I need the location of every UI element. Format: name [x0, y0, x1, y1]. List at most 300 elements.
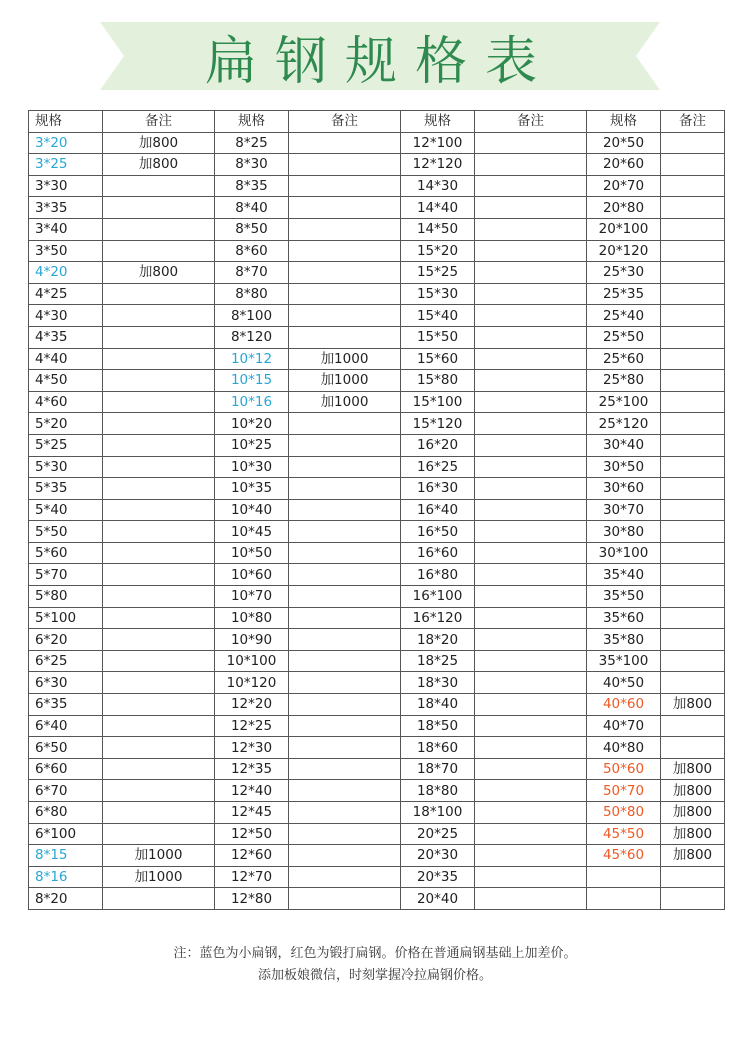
spec-cell: 10*20: [215, 413, 289, 435]
note-cell: [661, 283, 725, 305]
table-row: [29, 326, 725, 348]
note-cell: [103, 218, 215, 240]
spec-cell: 6*25: [29, 650, 103, 672]
spec-cell: 40*70: [587, 715, 661, 737]
spec-cell: 45*50: [587, 823, 661, 845]
note-cell: 加800: [661, 694, 725, 716]
spec-cell: 25*100: [587, 391, 661, 413]
spec-cell: 10*100: [215, 650, 289, 672]
note-cell: [475, 802, 587, 824]
spec-cell: 20*100: [587, 218, 661, 240]
header-cell: 备注: [103, 111, 215, 133]
spec-cell: 12*30: [215, 737, 289, 759]
spec-cell: 12*100: [401, 132, 475, 154]
note-cell: [289, 218, 401, 240]
note-cell: 加800: [103, 132, 215, 154]
note-cell: [661, 456, 725, 478]
note-cell: [103, 780, 215, 802]
spec-cell: 6*80: [29, 802, 103, 824]
spec-cell: 6*40: [29, 715, 103, 737]
note-cell: [289, 629, 401, 651]
note-cell: [289, 456, 401, 478]
note-cell: [475, 499, 587, 521]
note-cell: [289, 845, 401, 867]
spec-cell: 8*80: [215, 283, 289, 305]
footnote-line-2: 添加板娘微信，时刻掌握冷拉扁钢价格。: [257, 968, 492, 983]
table-row: [29, 715, 725, 737]
note-cell: [475, 694, 587, 716]
note-cell: [475, 478, 587, 500]
note-cell: [103, 370, 215, 392]
note-cell: [661, 499, 725, 521]
header-cell: 规格: [215, 111, 289, 133]
note-cell: [103, 586, 215, 608]
table-row: [29, 866, 725, 888]
note-cell: [661, 564, 725, 586]
note-cell: [289, 434, 401, 456]
note-cell: [475, 629, 587, 651]
note-cell: [103, 629, 215, 651]
note-cell: [661, 888, 725, 910]
note-cell: [661, 240, 725, 262]
note-cell: [661, 132, 725, 154]
spec-cell: 10*35: [215, 478, 289, 500]
spec-cell: 12*50: [215, 823, 289, 845]
note-cell: [475, 521, 587, 543]
spec-cell: 15*25: [401, 262, 475, 284]
table-row: [29, 564, 725, 586]
spec-cell: 4*20: [29, 262, 103, 284]
table-row: [29, 240, 725, 262]
table-row: [29, 478, 725, 500]
note-cell: [103, 564, 215, 586]
spec-cell: 12*70: [215, 866, 289, 888]
note-cell: [661, 413, 725, 435]
note-cell: [661, 715, 725, 737]
spec-cell: 50*70: [587, 780, 661, 802]
note-cell: [661, 154, 725, 176]
note-cell: [475, 132, 587, 154]
table-row: [29, 650, 725, 672]
note-cell: [475, 197, 587, 219]
table-row: [29, 607, 725, 629]
spec-cell: 15*30: [401, 283, 475, 305]
note-cell: [103, 413, 215, 435]
note-cell: [475, 262, 587, 284]
spec-table: [28, 110, 725, 910]
spec-cell: 16*30: [401, 478, 475, 500]
note-cell: [103, 823, 215, 845]
note-cell: [475, 586, 587, 608]
note-cell: [103, 758, 215, 780]
note-cell: [103, 348, 215, 370]
spec-cell: 6*35: [29, 694, 103, 716]
note-cell: [289, 283, 401, 305]
note-cell: [103, 283, 215, 305]
note-cell: [103, 499, 215, 521]
spec-cell: 3*35: [29, 197, 103, 219]
note-cell: 加1000: [103, 845, 215, 867]
spec-cell: 5*70: [29, 564, 103, 586]
table-row: [29, 672, 725, 694]
spec-cell: 50*60: [587, 758, 661, 780]
spec-cell: 35*80: [587, 629, 661, 651]
table-row: [29, 737, 725, 759]
note-cell: [103, 888, 215, 910]
spec-cell: 15*40: [401, 305, 475, 327]
spec-cell: 50*80: [587, 802, 661, 824]
spec-cell: 20*80: [587, 197, 661, 219]
note-cell: 加800: [661, 758, 725, 780]
note-cell: [475, 866, 587, 888]
note-cell: [661, 672, 725, 694]
note-cell: [289, 780, 401, 802]
spec-cell: 8*35: [215, 175, 289, 197]
header-cell: 规格: [29, 111, 103, 133]
spec-cell: 16*50: [401, 521, 475, 543]
spec-cell: 20*50: [587, 132, 661, 154]
spec-cell: 5*30: [29, 456, 103, 478]
spec-cell: 12*80: [215, 888, 289, 910]
spec-cell: 5*25: [29, 434, 103, 456]
spec-cell: 5*60: [29, 542, 103, 564]
title-banner: [100, 16, 660, 96]
spec-cell: 10*15: [215, 370, 289, 392]
table-row: [29, 348, 725, 370]
spec-cell: 8*40: [215, 197, 289, 219]
spec-cell: 8*60: [215, 240, 289, 262]
spec-cell: 30*40: [587, 434, 661, 456]
note-cell: [475, 154, 587, 176]
note-cell: [289, 478, 401, 500]
spec-cell: 35*40: [587, 564, 661, 586]
spec-cell: 20*35: [401, 866, 475, 888]
note-cell: [289, 866, 401, 888]
note-cell: [289, 715, 401, 737]
note-cell: 加1000: [289, 391, 401, 413]
spec-cell: 25*120: [587, 413, 661, 435]
note-cell: [103, 478, 215, 500]
note-cell: [475, 391, 587, 413]
note-cell: [475, 348, 587, 370]
note-cell: [103, 391, 215, 413]
spec-cell: 4*35: [29, 326, 103, 348]
spec-cell: 16*60: [401, 542, 475, 564]
header-cell: 备注: [289, 111, 401, 133]
spec-cell: 20*70: [587, 175, 661, 197]
note-cell: [289, 305, 401, 327]
note-cell: [475, 845, 587, 867]
note-cell: 加800: [661, 823, 725, 845]
spec-cell: 4*50: [29, 370, 103, 392]
spec-cell: 18*100: [401, 802, 475, 824]
table-row: [29, 154, 725, 176]
spec-cell: 16*20: [401, 434, 475, 456]
table-row: [29, 823, 725, 845]
note-cell: [475, 434, 587, 456]
spec-cell: 10*45: [215, 521, 289, 543]
spec-cell: 30*70: [587, 499, 661, 521]
spec-cell: 30*60: [587, 478, 661, 500]
spec-cell: 4*30: [29, 305, 103, 327]
note-cell: [289, 758, 401, 780]
spec-cell: 3*25: [29, 154, 103, 176]
spec-cell: 18*20: [401, 629, 475, 651]
note-cell: [661, 175, 725, 197]
note-cell: [475, 240, 587, 262]
spec-cell: 4*60: [29, 391, 103, 413]
note-cell: [475, 715, 587, 737]
spec-cell: 12*35: [215, 758, 289, 780]
spec-cell: 45*60: [587, 845, 661, 867]
note-cell: [103, 802, 215, 824]
spec-cell: 6*100: [29, 823, 103, 845]
spec-cell: 8*100: [215, 305, 289, 327]
note-cell: [289, 737, 401, 759]
note-cell: [103, 521, 215, 543]
note-cell: [661, 737, 725, 759]
spec-cell: 18*70: [401, 758, 475, 780]
note-cell: [661, 218, 725, 240]
note-cell: [289, 413, 401, 435]
note-cell: [661, 478, 725, 500]
spec-cell: 15*100: [401, 391, 475, 413]
note-cell: [661, 866, 725, 888]
table-row: [29, 499, 725, 521]
spec-cell: 5*80: [29, 586, 103, 608]
note-cell: [103, 542, 215, 564]
header-cell: 备注: [475, 111, 587, 133]
table-row: [29, 132, 725, 154]
spec-cell: 30*100: [587, 542, 661, 564]
note-cell: [661, 650, 725, 672]
note-cell: [289, 650, 401, 672]
note-cell: [103, 456, 215, 478]
spec-cell: 12*20: [215, 694, 289, 716]
spec-cell: 30*50: [587, 456, 661, 478]
spec-cell: 30*80: [587, 521, 661, 543]
note-cell: [289, 802, 401, 824]
spec-cell: 18*50: [401, 715, 475, 737]
note-cell: [475, 456, 587, 478]
spec-cell: 8*50: [215, 218, 289, 240]
spec-cell: 8*30: [215, 154, 289, 176]
spec-cell: 15*120: [401, 413, 475, 435]
note-cell: [103, 607, 215, 629]
note-cell: [475, 413, 587, 435]
note-cell: [289, 694, 401, 716]
note-cell: 加800: [661, 802, 725, 824]
table-row: [29, 456, 725, 478]
note-cell: 加800: [103, 154, 215, 176]
note-cell: [289, 262, 401, 284]
note-cell: [661, 305, 725, 327]
spec-cell: 25*30: [587, 262, 661, 284]
table-row: [29, 780, 725, 802]
note-cell: [475, 758, 587, 780]
note-cell: [289, 542, 401, 564]
header-cell: 备注: [661, 111, 725, 133]
spec-cell: 4*25: [29, 283, 103, 305]
spec-cell: 5*20: [29, 413, 103, 435]
spec-cell: 8*70: [215, 262, 289, 284]
spec-cell: 10*90: [215, 629, 289, 651]
spec-cell: 4*40: [29, 348, 103, 370]
spec-cell: 25*50: [587, 326, 661, 348]
spec-cell: 16*40: [401, 499, 475, 521]
spec-cell: 8*20: [29, 888, 103, 910]
footnote-line-1: 注：蓝色为小扁钢，红色为锻打扁钢。价格在普通扁钢基础上加差价。: [173, 946, 577, 961]
spec-cell: 5*40: [29, 499, 103, 521]
spec-cell: 3*50: [29, 240, 103, 262]
spec-cell: 20*25: [401, 823, 475, 845]
note-cell: [289, 672, 401, 694]
note-cell: [661, 391, 725, 413]
spec-cell: 5*100: [29, 607, 103, 629]
spec-cell: 35*60: [587, 607, 661, 629]
spec-cell: 16*80: [401, 564, 475, 586]
note-cell: [475, 305, 587, 327]
note-cell: [475, 283, 587, 305]
note-cell: [661, 370, 725, 392]
spec-cell: 14*40: [401, 197, 475, 219]
note-cell: [475, 737, 587, 759]
table-row: [29, 175, 725, 197]
spec-cell: 10*12: [215, 348, 289, 370]
note-cell: [475, 175, 587, 197]
note-cell: [103, 672, 215, 694]
spec-cell: 12*45: [215, 802, 289, 824]
note-cell: [475, 607, 587, 629]
spec-cell: 25*35: [587, 283, 661, 305]
spec-cell: 6*70: [29, 780, 103, 802]
table-row: [29, 391, 725, 413]
spec-cell: 20*60: [587, 154, 661, 176]
spec-cell: 6*50: [29, 737, 103, 759]
spec-cell: 18*80: [401, 780, 475, 802]
spec-cell: 15*60: [401, 348, 475, 370]
spec-cell: 8*25: [215, 132, 289, 154]
spec-cell: 20*40: [401, 888, 475, 910]
note-cell: [661, 542, 725, 564]
note-cell: [661, 348, 725, 370]
spec-cell: 18*25: [401, 650, 475, 672]
note-cell: [103, 434, 215, 456]
spec-cell: 18*30: [401, 672, 475, 694]
table-row: [29, 888, 725, 910]
spec-cell: 10*60: [215, 564, 289, 586]
note-cell: [475, 672, 587, 694]
note-cell: [475, 326, 587, 348]
note-cell: 加800: [661, 780, 725, 802]
note-cell: [289, 197, 401, 219]
note-cell: [475, 564, 587, 586]
spec-cell: 14*50: [401, 218, 475, 240]
table-row: [29, 629, 725, 651]
note-cell: [289, 132, 401, 154]
spec-cell: [587, 866, 661, 888]
table-row: [29, 413, 725, 435]
note-cell: [103, 240, 215, 262]
spec-cell: 16*25: [401, 456, 475, 478]
note-cell: [661, 586, 725, 608]
spec-cell: 20*120: [587, 240, 661, 262]
spec-cell: 12*25: [215, 715, 289, 737]
spec-cell: 20*30: [401, 845, 475, 867]
spec-cell: 3*20: [29, 132, 103, 154]
spec-cell: 8*120: [215, 326, 289, 348]
note-cell: 加1000: [103, 866, 215, 888]
note-cell: 加1000: [289, 370, 401, 392]
spec-cell: 10*50: [215, 542, 289, 564]
spec-cell: 25*80: [587, 370, 661, 392]
spec-cell: 35*50: [587, 586, 661, 608]
note-cell: [289, 586, 401, 608]
note-cell: [475, 218, 587, 240]
spec-cell: 15*20: [401, 240, 475, 262]
spec-cell: 3*40: [29, 218, 103, 240]
spec-cell: 10*80: [215, 607, 289, 629]
table-row: [29, 262, 725, 284]
note-cell: [661, 607, 725, 629]
note-cell: [103, 305, 215, 327]
spec-cell: 8*15: [29, 845, 103, 867]
table-row: [29, 434, 725, 456]
spec-cell: 5*50: [29, 521, 103, 543]
spec-cell: 12*40: [215, 780, 289, 802]
spec-cell: 10*120: [215, 672, 289, 694]
note-cell: 加800: [661, 845, 725, 867]
spec-cell: 3*30: [29, 175, 103, 197]
note-cell: [475, 780, 587, 802]
spec-cell: 10*40: [215, 499, 289, 521]
note-cell: [289, 564, 401, 586]
spec-cell: 40*50: [587, 672, 661, 694]
spec-cell: 5*35: [29, 478, 103, 500]
spec-cell: 15*50: [401, 326, 475, 348]
note-cell: 加800: [103, 262, 215, 284]
note-cell: [289, 240, 401, 262]
spec-cell: [587, 888, 661, 910]
spec-cell: 12*60: [215, 845, 289, 867]
spec-cell: 14*30: [401, 175, 475, 197]
table-row: [29, 283, 725, 305]
spec-cell: 8*16: [29, 866, 103, 888]
table-header-row: [29, 111, 725, 133]
page-title: 扁钢规格表: [204, 31, 555, 92]
header-cell: 规格: [401, 111, 475, 133]
spec-cell: 6*60: [29, 758, 103, 780]
spec-cell: 25*40: [587, 305, 661, 327]
note-cell: [289, 499, 401, 521]
note-cell: [289, 326, 401, 348]
spec-cell: 40*60: [587, 694, 661, 716]
table-row: [29, 542, 725, 564]
spec-cell: 15*80: [401, 370, 475, 392]
note-cell: [103, 694, 215, 716]
note-cell: [661, 326, 725, 348]
note-cell: [661, 262, 725, 284]
note-cell: [661, 521, 725, 543]
table-row: [29, 218, 725, 240]
note-cell: [289, 607, 401, 629]
note-cell: [475, 650, 587, 672]
note-cell: [103, 650, 215, 672]
note-cell: [103, 197, 215, 219]
table-row: [29, 802, 725, 824]
spec-cell: 6*20: [29, 629, 103, 651]
table-row: [29, 305, 725, 327]
